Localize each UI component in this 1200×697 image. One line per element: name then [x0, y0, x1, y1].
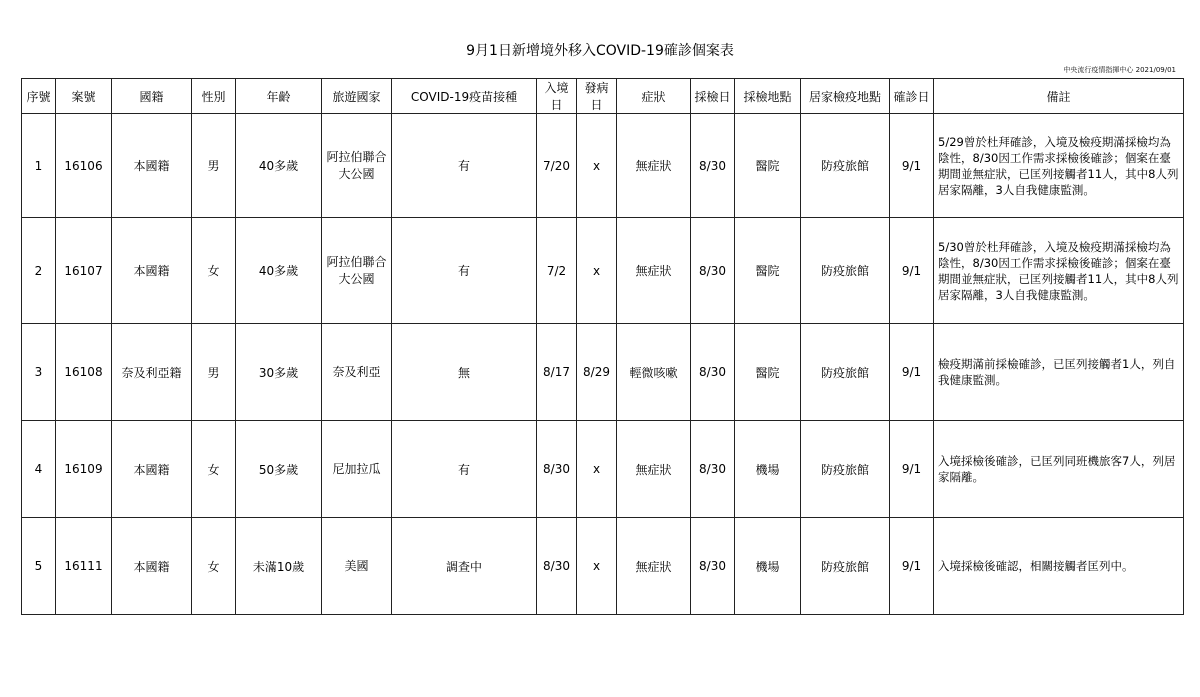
cell-sex: 女	[192, 518, 236, 615]
cell-sex: 男	[192, 114, 236, 218]
cell-sex: 女	[192, 421, 236, 518]
cell-no: 1	[22, 114, 56, 218]
cell-test-site: 醫院	[735, 218, 801, 324]
cell-travel: 美國	[322, 518, 392, 615]
cell-confirm: 9/1	[890, 218, 934, 324]
header-row	[22, 79, 1184, 114]
table-row	[22, 324, 1184, 421]
cell-no: 4	[22, 421, 56, 518]
cell-quarantine: 防疫旅館	[801, 218, 890, 324]
col-header: 國籍	[112, 79, 192, 114]
col-header: 備註	[934, 79, 1184, 114]
col-header: 入境日	[537, 79, 577, 114]
cell-case: 16106	[56, 114, 112, 218]
cell-entry: 7/2	[537, 218, 577, 324]
cell-quarantine: 防疫旅館	[801, 114, 890, 218]
col-header: COVID-19疫苗接種	[392, 79, 537, 114]
col-header: 確診日	[890, 79, 934, 114]
cell-vaccine: 有	[392, 421, 537, 518]
cell-vaccine: 調查中	[392, 518, 537, 615]
cell-case: 16111	[56, 518, 112, 615]
cell-test-date: 8/30	[691, 114, 735, 218]
col-header: 採檢日	[691, 79, 735, 114]
cell-symptom: 輕微咳嗽	[617, 324, 691, 421]
cell-age: 未滿10歲	[236, 518, 322, 615]
cell-nationality: 本國籍	[112, 518, 192, 615]
cell-confirm: 9/1	[890, 114, 934, 218]
cell-note: 5/30曾於杜拜確診，入境及檢疫期滿採檢均為陰性，8/30因工作需求採檢後確診；個案在臺期間並無症狀，已匡列接觸者11人，其中8人列居家隔離，3人自我健康監測。	[934, 218, 1184, 324]
cell-onset: 8/29	[577, 324, 617, 421]
cell-onset: x	[577, 421, 617, 518]
cell-symptom: 無症狀	[617, 218, 691, 324]
table-row	[22, 518, 1184, 615]
col-header: 案號	[56, 79, 112, 114]
cell-sex: 男	[192, 324, 236, 421]
cell-travel: 阿拉伯聯合大公國	[322, 114, 392, 218]
cell-test-date: 8/30	[691, 421, 735, 518]
cell-no: 2	[22, 218, 56, 324]
cell-vaccine: 有	[392, 114, 537, 218]
cell-nationality: 本國籍	[112, 218, 192, 324]
cell-onset: x	[577, 518, 617, 615]
cell-test-date: 8/30	[691, 324, 735, 421]
cell-onset: x	[577, 114, 617, 218]
cell-symptom: 無症狀	[617, 518, 691, 615]
cell-confirm: 9/1	[890, 324, 934, 421]
document-title: 9月1日新增境外移入COVID-19確診個案表	[466, 43, 734, 59]
cell-entry: 8/30	[537, 518, 577, 615]
cell-nationality: 本國籍	[112, 421, 192, 518]
cell-travel: 尼加拉瓜	[322, 421, 392, 518]
cell-symptom: 無症狀	[617, 421, 691, 518]
cell-no: 3	[22, 324, 56, 421]
col-header: 發病日	[577, 79, 617, 114]
col-header: 年齡	[236, 79, 322, 114]
col-header: 居家檢疫地點	[801, 79, 890, 114]
cell-quarantine: 防疫旅館	[801, 421, 890, 518]
table-row	[22, 218, 1184, 324]
source-label: 中央流行疫情指揮中心 2021/09/01	[1063, 66, 1176, 74]
col-header: 旅遊國家	[322, 79, 392, 114]
cell-travel: 奈及利亞	[322, 324, 392, 421]
col-header: 採檢地點	[735, 79, 801, 114]
cell-note: 5/29曾於杜拜確診，入境及檢疫期滿採檢均為陰性，8/30因工作需求採檢後確診；個案在臺期間並無症狀，已匡列接觸者11人，其中8人列居家隔離，3人自我健康監測。	[934, 114, 1184, 218]
col-header: 性別	[192, 79, 236, 114]
cell-onset: x	[577, 218, 617, 324]
cell-confirm: 9/1	[890, 518, 934, 615]
cell-entry: 8/30	[537, 421, 577, 518]
cell-test-site: 醫院	[735, 114, 801, 218]
col-header: 序號	[22, 79, 56, 114]
table-row	[22, 114, 1184, 218]
cell-quarantine: 防疫旅館	[801, 518, 890, 615]
cell-case: 16107	[56, 218, 112, 324]
cell-sex: 女	[192, 218, 236, 324]
cell-note: 入境採檢後確診，已匡列同班機旅客7人，列居家隔離。	[934, 421, 1184, 518]
cell-nationality: 奈及利亞籍	[112, 324, 192, 421]
cell-case: 16109	[56, 421, 112, 518]
cell-entry: 8/17	[537, 324, 577, 421]
col-header: 症狀	[617, 79, 691, 114]
cell-age: 40多歲	[236, 114, 322, 218]
cell-symptom: 無症狀	[617, 114, 691, 218]
cell-age: 30多歲	[236, 324, 322, 421]
cell-confirm: 9/1	[890, 421, 934, 518]
cell-age: 40多歲	[236, 218, 322, 324]
cell-no: 5	[22, 518, 56, 615]
cell-nationality: 本國籍	[112, 114, 192, 218]
cell-test-date: 8/30	[691, 518, 735, 615]
cell-test-site: 醫院	[735, 324, 801, 421]
cell-note: 檢疫期滿前採檢確診，已匡列接觸者1人，列自我健康監測。	[934, 324, 1184, 421]
cell-vaccine: 無	[392, 324, 537, 421]
cell-test-site: 機場	[735, 518, 801, 615]
cell-test-date: 8/30	[691, 218, 735, 324]
cell-entry: 7/20	[537, 114, 577, 218]
cell-test-site: 機場	[735, 421, 801, 518]
case-table	[21, 78, 1184, 615]
table-row	[22, 421, 1184, 518]
cell-age: 50多歲	[236, 421, 322, 518]
cell-note: 入境採檢後確認，相關接觸者匡列中。	[934, 518, 1184, 615]
cell-quarantine: 防疫旅館	[801, 324, 890, 421]
cell-case: 16108	[56, 324, 112, 421]
cell-travel: 阿拉伯聯合大公國	[322, 218, 392, 324]
cell-vaccine: 有	[392, 218, 537, 324]
